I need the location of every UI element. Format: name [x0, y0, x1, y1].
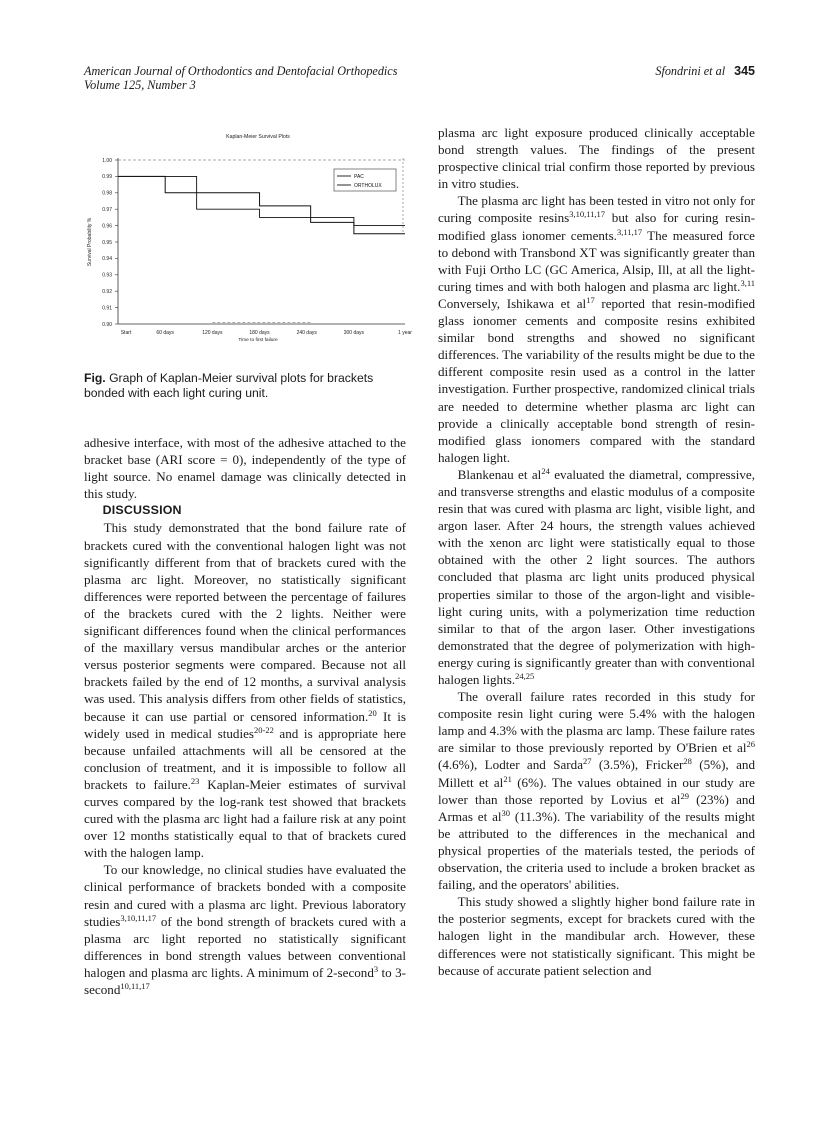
y-axis-label: Survival Probability % — [87, 217, 93, 267]
y-tick-label: 0.97 — [102, 207, 112, 213]
journal-volume: Volume 125, Number 3 — [84, 78, 196, 92]
y-tick-label: 0.95 — [102, 239, 112, 246]
y-tick-label: 1.00 — [102, 157, 112, 164]
y-tick-label: 0.93 — [102, 272, 112, 279]
paragraph-right-2: The plasma arc light has been tested in vitro not only for curing composite resins$^{3,10,11,17}$ but also for curing resin-modified glass ionomer cements.$^{3,11,17}$ The measured force to debond with Transbond XT was significantly greater than with Fuji Ortho LC (GC America, Alsip, Ill, at all the light-curing times and with both halogen and plasma arc light.$^{3,11}$ Conversely, Ishikawa et $al^{17}$ reported that resin-modified glass ionomer cements and composite resins exhibited similar bond strengths and showed no significant differences. The variability of the results might be due to the different composite resin used as a control in the latter investigation. Further prospective, randomized clinical trials are needed to determine whether plasma arc light can provide a clinically acceptable bond strength of resin-modified glass ionomers compared with the standard halogen light. — [438, 193, 755, 465]
figure-caption — [84, 371, 406, 402]
caption-label: Fig. — [84, 371, 106, 385]
right-column — [438, 124, 755, 979]
y-tick-label: 0.90 — [102, 321, 112, 328]
running-header-journal — [84, 64, 397, 92]
paragraph-discussion-2: To our knowledge, no clinical studies have evaluated the clinical performance of brackets bonded with a composite resin and cured with a plasma arc light. Previous laboratory studies$^{3,10,11,17}$ of the bond strength of brackets cured with a plasma arc light reported no statistically significant differences in bond strength values between conventional halogen and plasma arc lights. A minimum of 2-second$^3$ to 3-second$^{10,11,17}$ — [84, 862, 406, 997]
paragraph-continuation: adhesive interface, with most of the adhesive attached to the bracket base (ARI score = 0), independently of the type of light source. No enamel damage was clinically detected in this study. — [84, 435, 406, 502]
x-tick-label: 240 days — [296, 330, 317, 336]
y-tick-label: 0.98 — [102, 190, 112, 197]
chart-title: Kaplan-Meier Survival Plots — [226, 134, 290, 140]
x-tick-label: 180 days — [249, 330, 270, 336]
x-tick-label: 60 days — [156, 330, 174, 336]
running-authors: Sfondrini et al — [655, 64, 726, 78]
paragraph-right-4: The overall failure rates recorded in this study for composite resin light curing were 5.4% with the halogen lamp and 4.3% with the plasma arc lamp. These failure rates are similar to those previously reported by O'Brien et $al^{26}$ (4.6%), Lodter and Sarda$^{27}$ (3.5%), Fricker$^{28}$ (5%), and Millett et $al^{21}$ (6%). The values obtained in our study are lower than those reported by Lovius et $al^{29}$ (23%) and Armas et $al^{30}$ (11.3%). The variability of the results might be attributed to the differences in the mechanical and physical properties of the materials tested, the periods of observation, the criteria used to include a broken bracket as failing, and the operators' abilities. — [438, 689, 755, 893]
y-tick-label: 0.91 — [102, 305, 112, 312]
caption-text: Graph of Kaplan-Meier survival plots for brackets bonded with each light curing unit. — [84, 371, 374, 401]
y-tick-label: 0.99 — [102, 174, 112, 181]
x-tick-label: Start — [120, 330, 132, 336]
legend-label-ortholux: ORTHOLUX — [354, 183, 382, 189]
paragraph-discussion-1: This study demonstrated that the bond failure rate of brackets cured with the conventional halogen light was not significantly different from that of brackets cured with the plasma arc light. Moreover, no statistically significant differences were reported between the percentage of failures of the brackets cured with the 2 lights. Neither were significant differences found when the clinical performances of the maxillary versus mandibular arches or the anterior versus posterior segments were compared. Because not all brackets failed by the end of 12 months, a survival analysis was used. This analysis differs from other fields of statistics, because it can use partial or censored information.$^{20}$ It is widely used in medical studies$^{20-22}$ and is appropriate here because unfailed attachments will all be censored at the conclusion of treatment, and it is impossible to follow all brackets to failure.$^{23}$ Kaplan-Meier estimates of survival curves compared by the log-rank test showed that brackets cured with the plasma arc light had a failure risk at any point over 12 months statistically equal to that of brackets cured with the halogen lamp. — [84, 520, 406, 861]
paragraph-right-continuation: plasma arc light exposure produced clinically acceptable bond strength values. The findings of the present prospective clinical trial confirm those reported by previous in vitro studies. — [438, 125, 755, 192]
paragraph-right-5: This study showed a slightly higher bond failure rate in the posterior segments, except for brackets cured with the halogen light in the mandibular arch. However, these differences were not statistically significant. This might be because of accurate patient selection and — [438, 894, 755, 978]
legend-label-pac: PAC — [354, 174, 364, 180]
paragraph-right-3: Blankenau et $al^{24}$ evaluated the diametral, compressive, and transverse strengths and elastic modulus of a composite resin that was cured with plasma arc light, visible light, and argon laser. After 24 hours, the strength values achieved with the xenon arc light were statistically equal to those obtained with the other 2 light sources. The authors concluded that plasma arc light units produced physical properties similar to those of the argon-light and visible-light curing units, with a polymerization time reduction similar to that of the argon laser. Other investigations demonstrated that the degree of polymerization with high-energy curing is significantly greater than with conventional halogen lights.$^{24,25}$ — [438, 465, 755, 687]
journal-title: American Journal of Orthodontics and Dentofacial Orthopedics — [84, 64, 398, 78]
y-tick-label: 0.94 — [102, 256, 112, 263]
page-number: 345 — [734, 64, 755, 78]
left-column — [84, 434, 406, 998]
running-header-page — [655, 64, 755, 79]
x-tick-label: 300 days — [343, 330, 365, 336]
kaplan-meier-chart — [84, 126, 412, 343]
x-tick-label: 1 year — [398, 330, 412, 336]
y-tick-label: 0.96 — [102, 223, 112, 230]
y-tick-label: 0.92 — [102, 289, 112, 295]
x-axis-label: Time to first failure — [238, 338, 278, 343]
x-tick-label: 120 days — [202, 330, 223, 336]
section-heading-discussion: DISCUSSION — [102, 503, 182, 518]
